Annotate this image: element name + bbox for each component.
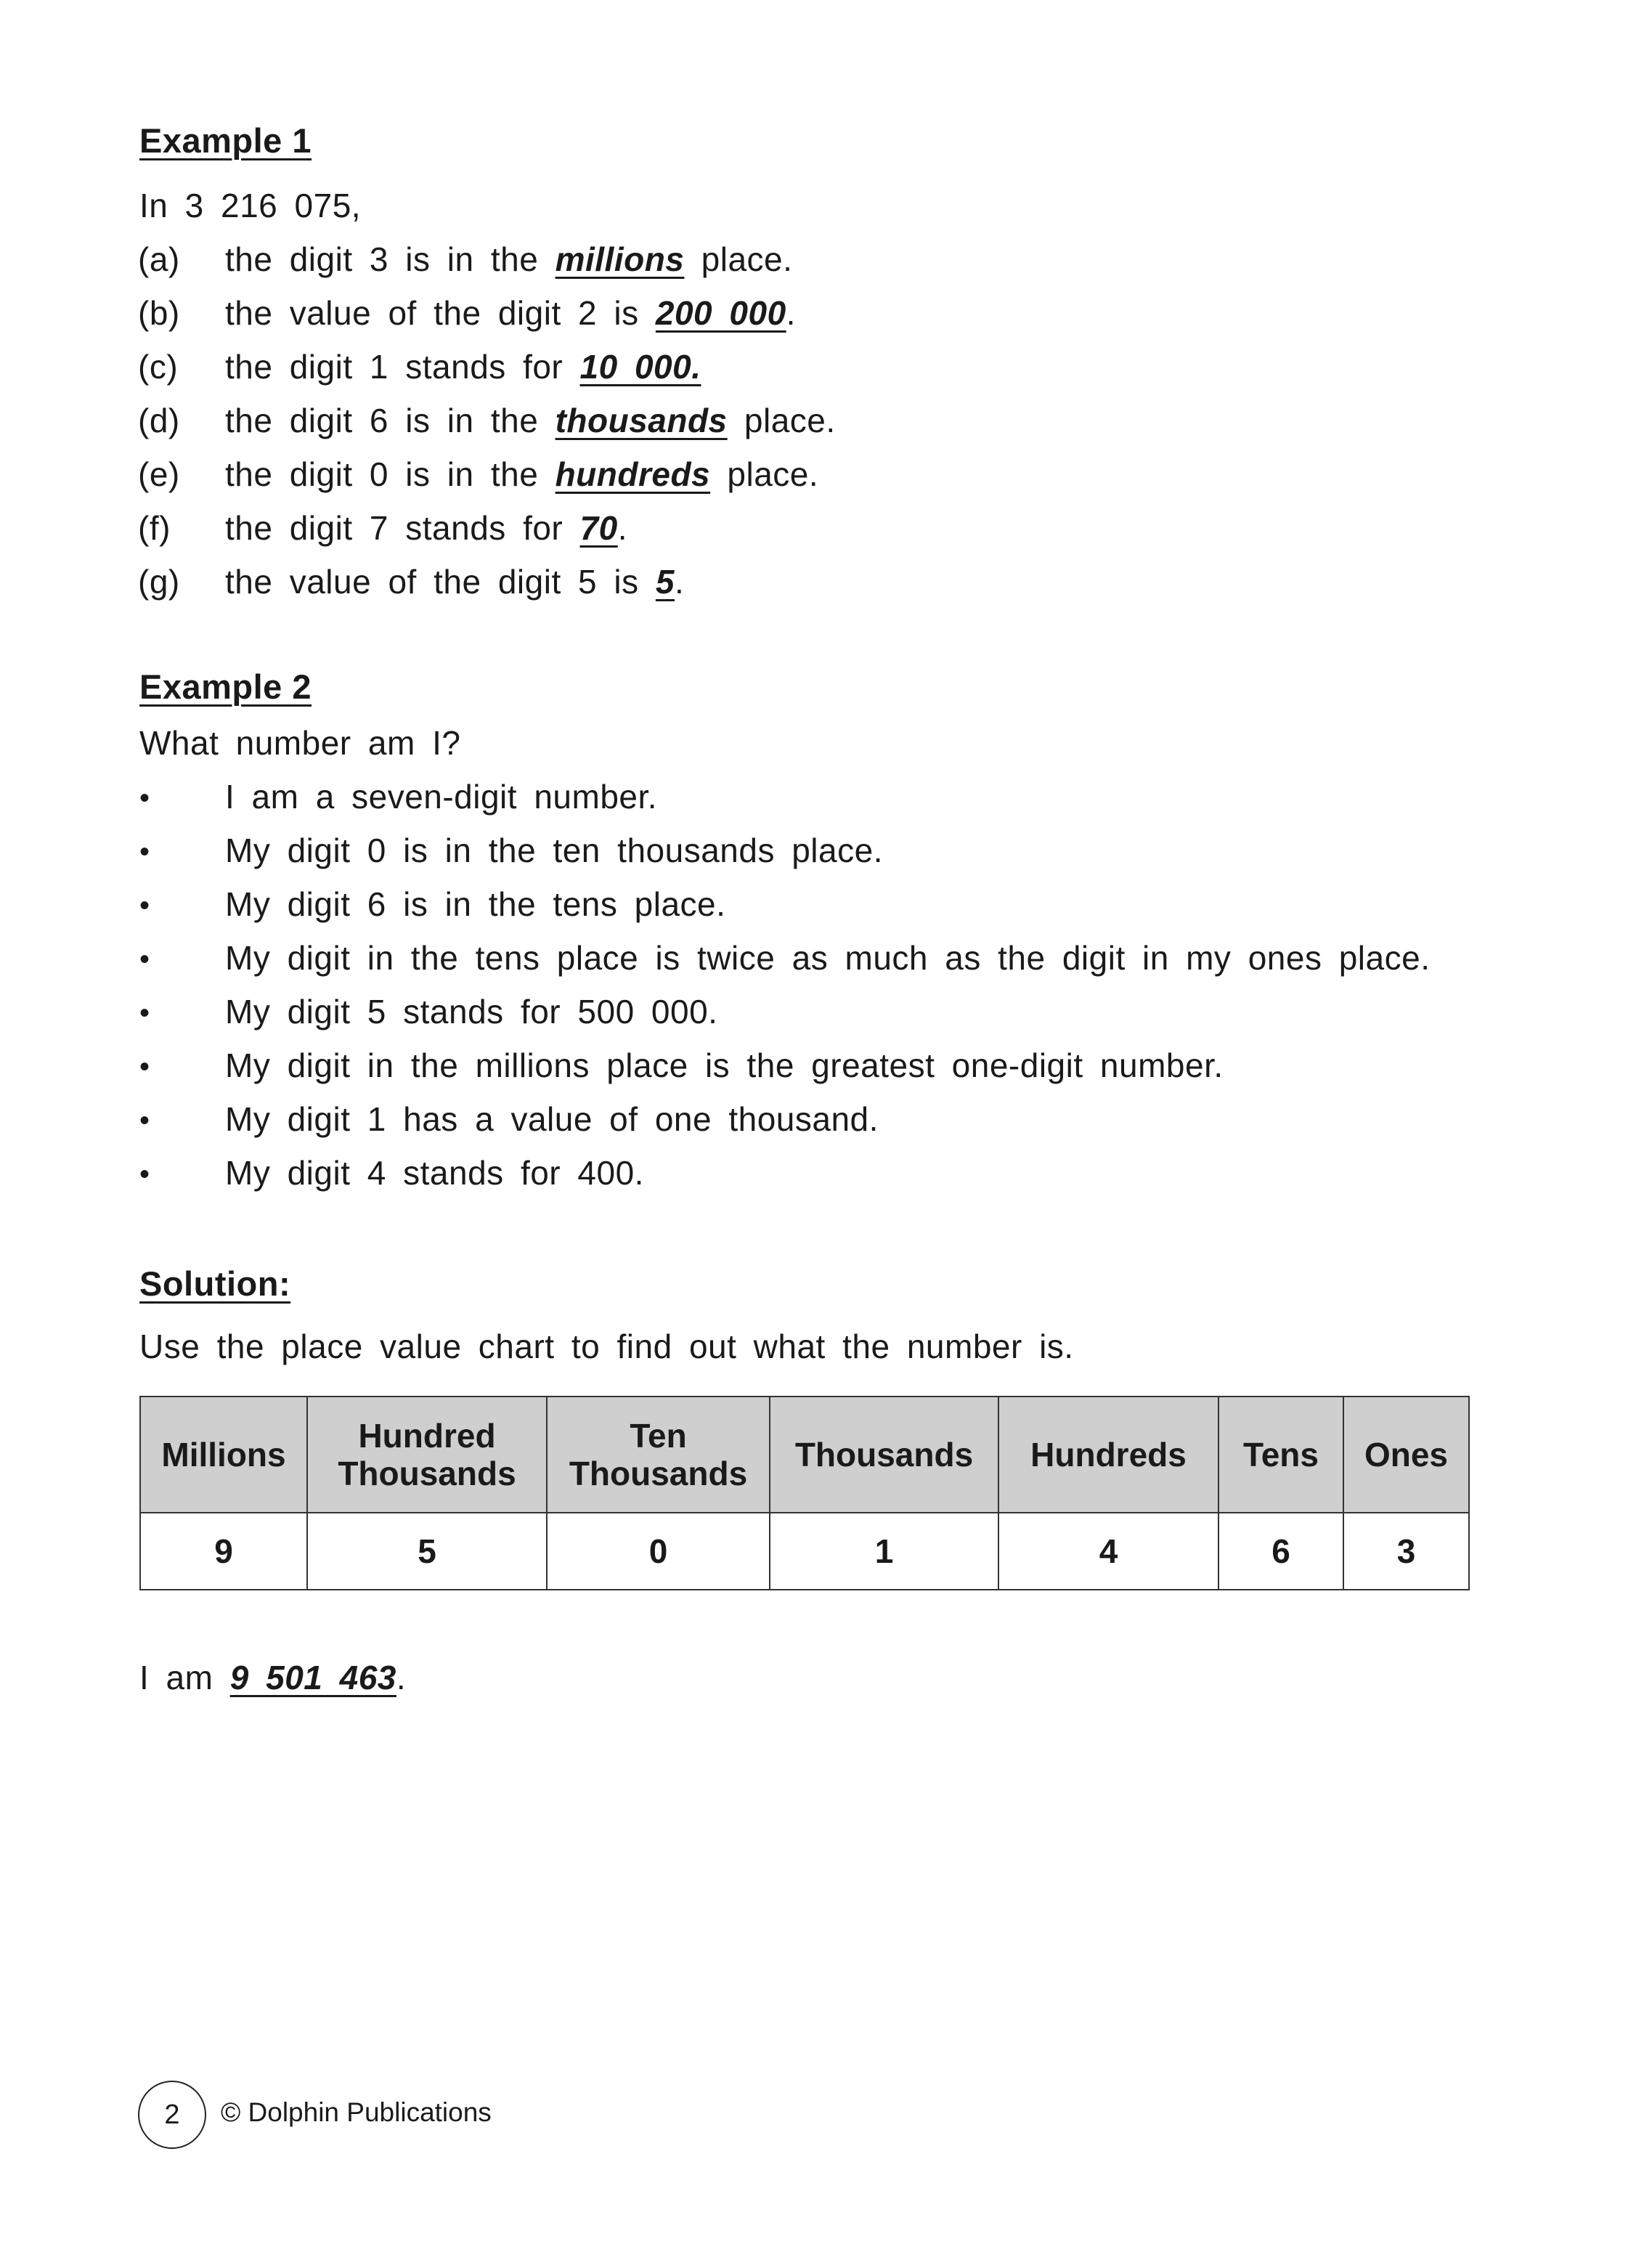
clue-text: My digit 5 stands for 500 000. xyxy=(225,993,718,1031)
place-value-header-cell xyxy=(998,1397,1218,1513)
place-value-header-cell xyxy=(307,1397,547,1513)
clue-text: My digit 6 is in the tens place. xyxy=(225,885,726,923)
header-line: Thousands xyxy=(569,1455,748,1492)
place-value-digit-cell: 5 xyxy=(307,1513,547,1590)
bullet-icon: • xyxy=(139,782,150,814)
page-number: 2 xyxy=(164,2099,180,2130)
example1-item-answer: 5 xyxy=(655,563,675,601)
bullet-icon: • xyxy=(139,890,150,922)
example1-item-label: (c) xyxy=(138,348,179,386)
place-value-header-cell xyxy=(140,1397,307,1513)
example1-item-after: place. xyxy=(684,240,793,278)
place-value-digit-row xyxy=(140,1513,1469,1590)
example1-item-answer: millions xyxy=(555,240,685,278)
place-value-digit-cell: 4 xyxy=(998,1513,1218,1590)
place-value-header-cell xyxy=(770,1397,998,1513)
example1-item-label: (b) xyxy=(138,294,180,332)
header-line: Thousands xyxy=(338,1455,516,1492)
header-line: Millions xyxy=(161,1436,286,1473)
example1-item-before: the digit 0 is in the xyxy=(225,455,556,493)
solution-answer-line xyxy=(139,1657,406,1698)
clue-text: My digit in the millions place is the greatest one-digit number. xyxy=(225,1046,1224,1084)
example1-item-before: the digit 1 stands for xyxy=(225,348,580,386)
example1-item-text xyxy=(225,508,627,548)
bullet-icon: • xyxy=(139,836,150,868)
solution-text: Use the place value chart to find out what the number is. xyxy=(139,1328,1074,1365)
example1-item-before: the digit 7 stands for xyxy=(225,509,580,547)
header-line: Tens xyxy=(1243,1436,1319,1473)
example1-item-after: place. xyxy=(727,402,836,439)
place-value-header-cell xyxy=(547,1397,770,1513)
example1-item-answer: hundreds xyxy=(555,455,711,493)
answer-number: 9 501 463 xyxy=(229,1659,396,1696)
example1-intro: In 3 216 075, xyxy=(139,187,362,224)
clue-text: My digit in the tens place is twice as much as the digit in my ones place. xyxy=(225,939,1431,977)
clue-text: I am a seven-digit number. xyxy=(225,778,658,816)
example1-item-after: . xyxy=(617,509,627,547)
clue-text: My digit 4 stands for 400. xyxy=(225,1154,644,1192)
bullet-icon: • xyxy=(139,1105,150,1137)
copyright-text: © Dolphin Publications xyxy=(221,2097,492,2127)
example1-item-before: the value of the digit 5 is xyxy=(225,563,656,601)
example1-item-text xyxy=(225,561,684,602)
header-line: Hundred xyxy=(358,1417,496,1455)
example1-item-text xyxy=(225,346,701,387)
bullet-icon: • xyxy=(139,1158,150,1190)
bullet-icon: • xyxy=(139,1051,150,1083)
example1-item-before: the digit 6 is in the xyxy=(225,402,556,439)
example1-item-after: . xyxy=(674,563,685,601)
place-value-header-cell xyxy=(1343,1397,1469,1513)
place-value-digit-cell: 6 xyxy=(1218,1513,1343,1590)
example1-item-answer: 200 000 xyxy=(655,294,786,332)
header-line: Ones xyxy=(1364,1436,1449,1473)
clue-text: My digit 0 is in the ten thousands place. xyxy=(225,832,883,869)
header-line: Ten xyxy=(630,1417,687,1455)
header-line: Thousands xyxy=(794,1436,974,1473)
example1-item-before: the digit 3 is in the xyxy=(225,240,556,278)
example1-item-label: (g) xyxy=(138,563,180,601)
page-number-circle xyxy=(138,2081,206,2149)
answer-suffix: . xyxy=(396,1659,407,1696)
example1-item-answer: thousands xyxy=(555,402,728,439)
example1-item-label: (a) xyxy=(138,240,180,278)
example1-item-before: the value of the digit 2 is xyxy=(225,294,656,332)
example1-item-text xyxy=(225,293,796,333)
place-value-header-row xyxy=(140,1397,1469,1513)
example1-item-answer: 10 000. xyxy=(579,348,701,386)
example1-item-after: place. xyxy=(710,455,819,493)
solution-heading: Solution: xyxy=(139,1264,291,1303)
place-value-digit-cell: 9 xyxy=(140,1513,307,1590)
clue-text: My digit 1 has a value of one thousand. xyxy=(225,1100,879,1138)
header-line: Hundreds xyxy=(1030,1436,1187,1473)
example1-item-label: (e) xyxy=(138,455,180,493)
example1-item-answer: 70 xyxy=(579,509,618,547)
example1-item-text xyxy=(225,239,792,280)
example2-question: What number am I? xyxy=(139,724,461,762)
example2-heading: Example 2 xyxy=(139,667,312,706)
bullet-icon: • xyxy=(139,997,150,1029)
answer-prefix: I am xyxy=(139,1659,230,1696)
place-value-digit-cell: 0 xyxy=(547,1513,770,1590)
place-value-digit-cell: 1 xyxy=(770,1513,998,1590)
place-value-digit-cell: 3 xyxy=(1343,1513,1469,1590)
bullet-icon: • xyxy=(139,943,150,975)
example1-item-label: (d) xyxy=(138,402,180,439)
example1-item-text xyxy=(225,454,818,495)
example1-heading: Example 1 xyxy=(139,121,312,160)
place-value-table xyxy=(139,1396,1470,1590)
example1-item-text xyxy=(225,400,836,441)
example1-item-after: . xyxy=(786,294,796,332)
example1-item-label: (f) xyxy=(138,509,171,547)
place-value-header-cell xyxy=(1218,1397,1343,1513)
